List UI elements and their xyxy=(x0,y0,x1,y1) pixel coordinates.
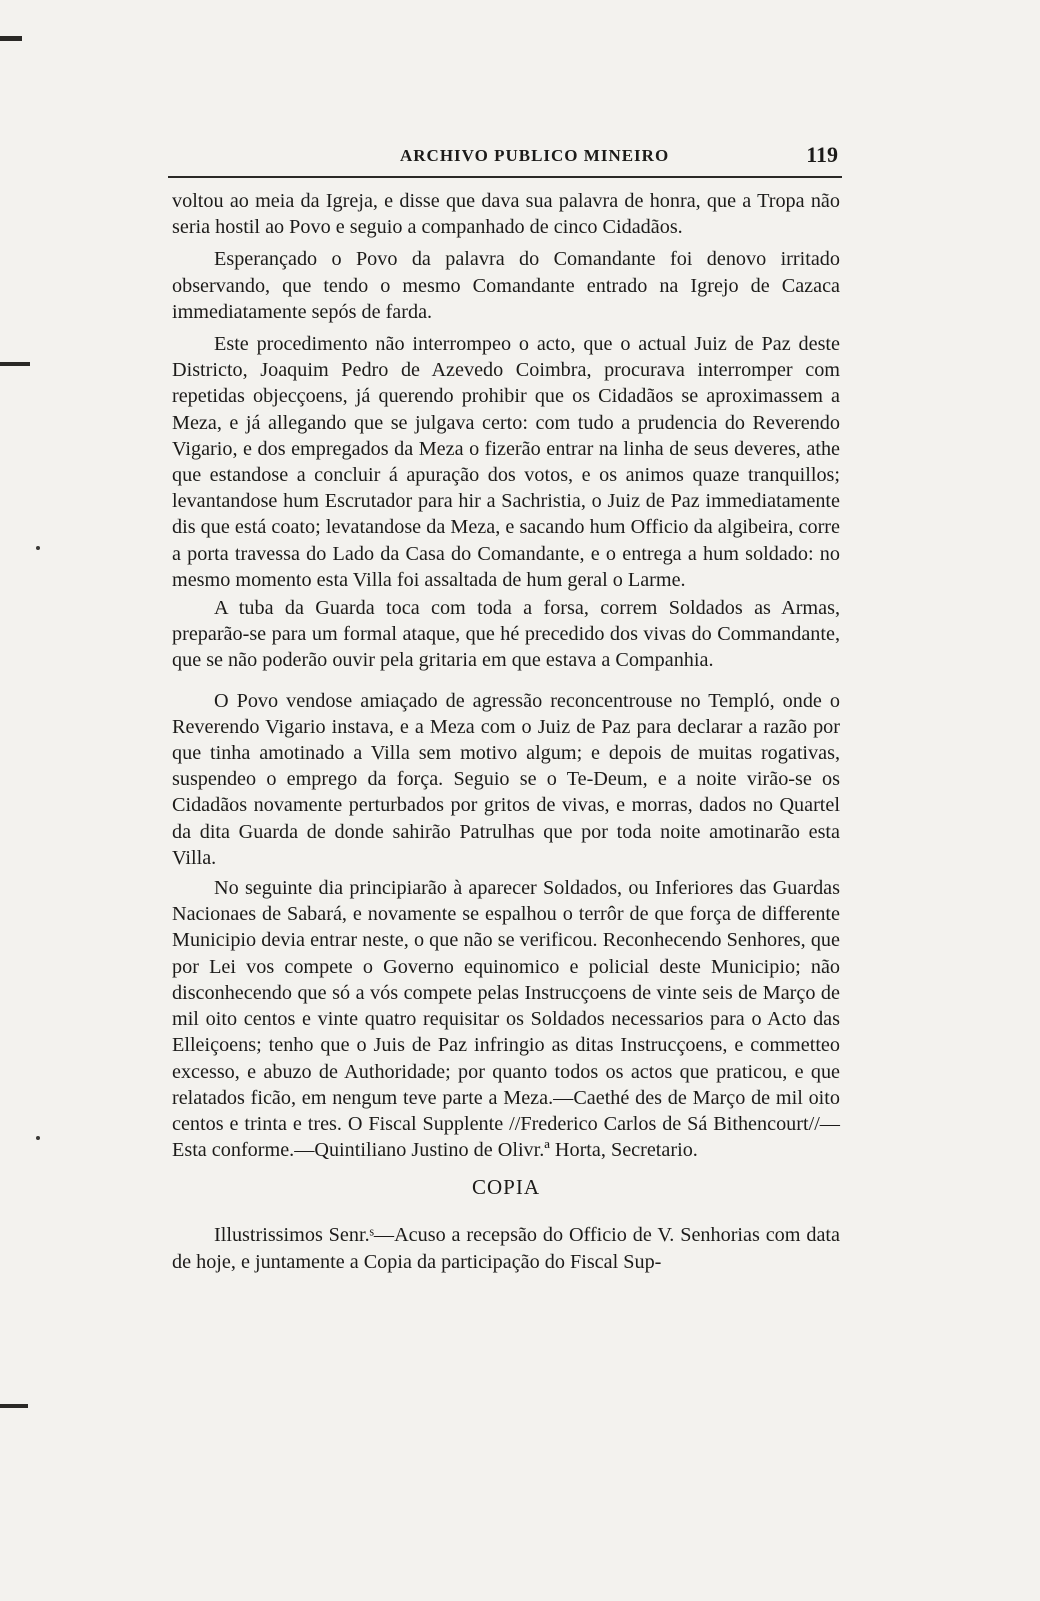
paragraph: Illustrissimos Senr.ˢ—Acuso a recepsão do Officio de V. Senhorias com data de hoje, e juntamente a Copia da participação do Fiscal Sup- xyxy=(172,1224,840,1273)
paragraph: A tuba da Guarda toca com toda a forsa, correm Soldados as Armas, preparão-se para um formal ataque, que hé precedido dos vivas do Commandante, que se não poderão ouvir pela gritaria em que estava a Companhia. xyxy=(172,597,840,672)
page-number: 119 xyxy=(806,142,838,167)
paragraph: O Povo vendose amiaçado de agressão reconcentrouse no Templó, onde o Reverendo Vigario instava, e a Meza com o Juiz de Paz para declarar a razão por que tinha amotinado a Villa sem motivo algum; e depois de muitas rogativas, suspendeo o emprego da força. Seguio se o Te-Deum, e a noite virão-se os Cidadãos novamente perturbados por gritos de vivas, e morras, dados no Quartel da dita Guarda de donde sahirão Patrulhas que por toda noite amotinarão esta Villa. xyxy=(172,689,840,869)
paragraph: voltou ao meia da Igreja, e disse que dava sua palavra de honra, que a Tropa não seria hostil ao Povo e seguio a companhado de cinco Cidadãos. xyxy=(172,190,840,239)
scan-edge-mark xyxy=(0,1404,28,1408)
paragraph: Esperançado o Povo da palavra do Comandante foi denovo irritado observando, que tendo o mesmo Comandante entrado na Igrejo de Cazaca immediatamente sepós de farda. xyxy=(172,248,840,323)
scan-dot xyxy=(36,546,40,550)
paragraph: Este procedimento não interrompeo o acto, que o actual Juiz de Paz deste Districto, Joaquim Pedro de Azevedo Coimbra, procurava interromper com repetidas objecçoens, já querendo prohibir que os Cidadãos se aproximassem a Meza, e já allegando que se julgava certo: com tudo a prudencia do Reverendo Vigario, e dos empregados da Meza o fizerão entrar na linha de seus deveres, athe que estandose a concluir á apuração dos votos, e os animos quaze tranquillos; levantandose hum Escrutador para hir a Sachristia, o Juiz de Paz immediatamente dis que está coato; levatandose da Meza, e sacando hum Officio da algibeira, corre a porta travessa do Lado da Casa do Comandante, e o entrega a hum soldado: no mesmo momento esta Villa foi assaltada de hum geral o Larme. xyxy=(172,333,840,591)
scan-edge-mark xyxy=(0,362,30,366)
paragraph: No seguinte dia principiarão à aparecer Soldados, ou Inferiores das Guardas Nacionaes de Sabará, e novamente se espalhou o terrôr de que força de differente Municipio devia entrar neste, o que não se verificou. Reconhecendo Senhores, que por Lei vos compete o Governo equinomico e policial deste Municipio; não disconhecendo que só a vós compete pelas Instrucçoens de vinte seis de Março de mil oito centos e vinte quatro requisitar os Soldados necessarios para o Acto das Elleiçoens; tenho que o Juis de Paz infringio as ditas Instrucçoens, e commetteo excesso, e abuzo de Authoridade; por quanto todos os actos que praticou, e que relatados ficão, em nengum teve parte a Meza.—Caethé des de Março de mil oito centos e trinta e tres. O Fiscal Supplente //Frederico Carlos de Sá Bithencourt//—Esta conforme.—Quintiliano Justino de Olivr.ª Horta, Secretario. xyxy=(172,877,840,1162)
header-rule xyxy=(168,176,842,178)
running-header xyxy=(168,142,842,172)
scan-edge-mark xyxy=(0,36,22,41)
scan-dot xyxy=(36,1136,40,1140)
journal-title: ARCHIVO PUBLICO MINEIRO xyxy=(400,146,670,165)
body-text xyxy=(172,188,840,1275)
section-heading: COPIA xyxy=(471,1175,540,1200)
